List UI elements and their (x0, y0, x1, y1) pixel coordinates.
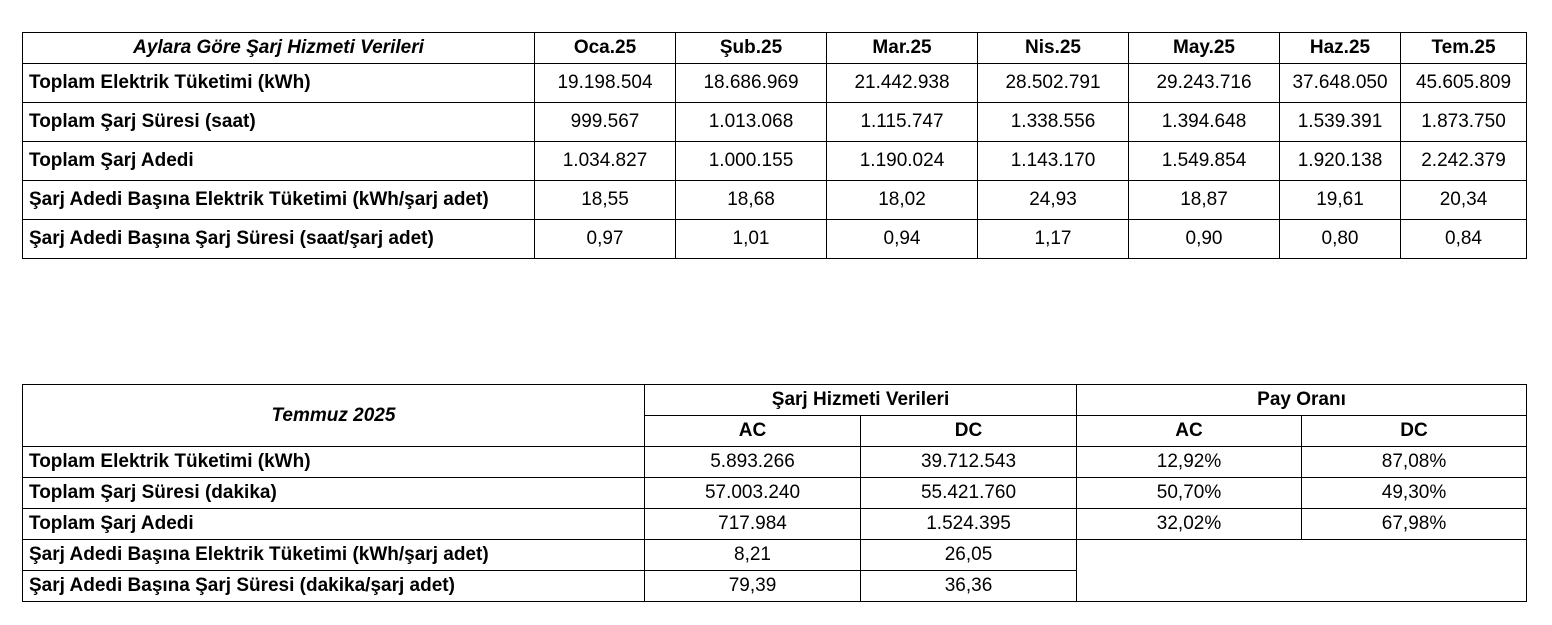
july-title: Temmuz 2025 (23, 385, 645, 447)
table-cell: 1.394.648 (1129, 103, 1280, 142)
table-cell: 717.984 (645, 509, 861, 540)
table-cell: 19.198.504 (535, 64, 676, 103)
table-cell: 1.000.155 (676, 142, 827, 181)
table-row (23, 142, 1527, 181)
table-cell: 8,21 (645, 540, 861, 571)
table-row (23, 64, 1527, 103)
sub-header-dc: DC (861, 416, 1077, 447)
table-row (23, 447, 1527, 478)
table-row (23, 540, 1527, 571)
table-cell: 1.524.395 (861, 509, 1077, 540)
july-charging-table (22, 384, 1527, 602)
sub-header-ac: AC (645, 416, 861, 447)
table-cell: 0,84 (1401, 220, 1527, 259)
table-cell: 2.242.379 (1401, 142, 1527, 181)
table-cell: 18,55 (535, 181, 676, 220)
table-cell: 0,80 (1280, 220, 1401, 259)
table-row (23, 478, 1527, 509)
table-cell: 21.442.938 (827, 64, 978, 103)
table-cell: 39.712.543 (861, 447, 1077, 478)
table-row (23, 220, 1527, 259)
table-cell: 1.013.068 (676, 103, 827, 142)
table-cell: 1.549.854 (1129, 142, 1280, 181)
monthly-header-row (23, 33, 1527, 64)
table-cell: 24,93 (978, 181, 1129, 220)
table-cell: 49,30% (1302, 478, 1527, 509)
month-header: Oca.25 (535, 33, 676, 64)
table-cell: 18,02 (827, 181, 978, 220)
table-cell: 28.502.791 (978, 64, 1129, 103)
table-cell: 1.873.750 (1401, 103, 1527, 142)
table-row (23, 181, 1527, 220)
table-cell: 12,92% (1077, 447, 1302, 478)
table-cell: 26,05 (861, 540, 1077, 571)
monthly-charging-table (22, 32, 1527, 259)
group-header-charging-data: Şarj Hizmeti Verileri (645, 385, 1077, 416)
table-cell: 999.567 (535, 103, 676, 142)
july-group-header-row (23, 385, 1527, 416)
sub-header-ac-share: AC (1077, 416, 1302, 447)
row-label: Şarj Adedi Başına Şarj Süresi (dakika/şarj adet) (23, 571, 645, 602)
table-cell: 19,61 (1280, 181, 1401, 220)
month-header: Haz.25 (1280, 33, 1401, 64)
row-label: Toplam Şarj Adedi (23, 142, 535, 181)
table-cell: 18,68 (676, 181, 827, 220)
table-cell: 18,87 (1129, 181, 1280, 220)
table-cell: 1.539.391 (1280, 103, 1401, 142)
row-label: Toplam Elektrik Tüketimi (kWh) (23, 64, 535, 103)
group-header-share-ratio: Pay Oranı (1077, 385, 1527, 416)
table-cell: 1.143.170 (978, 142, 1129, 181)
row-label: Toplam Elektrik Tüketimi (kWh) (23, 447, 645, 478)
sub-header-dc-share: DC (1302, 416, 1527, 447)
table-cell: 32,02% (1077, 509, 1302, 540)
row-label: Toplam Şarj Süresi (saat) (23, 103, 535, 142)
month-header: Tem.25 (1401, 33, 1527, 64)
table-cell: 79,39 (645, 571, 861, 602)
row-label: Şarj Adedi Başına Elektrik Tüketimi (kWh/şarj adet) (23, 181, 535, 220)
table-cell: 1,01 (676, 220, 827, 259)
table-cell: 18.686.969 (676, 64, 827, 103)
table-cell: 87,08% (1302, 447, 1527, 478)
table-cell: 55.421.760 (861, 478, 1077, 509)
row-label: Toplam Şarj Süresi (dakika) (23, 478, 645, 509)
row-label: Şarj Adedi Başına Şarj Süresi (saat/şarj adet) (23, 220, 535, 259)
table-cell: 36,36 (861, 571, 1077, 602)
month-header: May.25 (1129, 33, 1280, 64)
empty-cell (1077, 540, 1527, 602)
table-cell: 1.034.827 (535, 142, 676, 181)
table-cell: 1.338.556 (978, 103, 1129, 142)
table-cell: 0,94 (827, 220, 978, 259)
month-header: Şub.25 (676, 33, 827, 64)
table-cell: 50,70% (1077, 478, 1302, 509)
table-cell: 45.605.809 (1401, 64, 1527, 103)
table-cell: 0,90 (1129, 220, 1280, 259)
month-header: Nis.25 (978, 33, 1129, 64)
table-cell: 57.003.240 (645, 478, 861, 509)
table-cell: 5.893.266 (645, 447, 861, 478)
table-cell: 1.920.138 (1280, 142, 1401, 181)
table-cell: 1.190.024 (827, 142, 978, 181)
month-header: Mar.25 (827, 33, 978, 64)
table-cell: 1.115.747 (827, 103, 978, 142)
table-cell: 67,98% (1302, 509, 1527, 540)
table-cell: 37.648.050 (1280, 64, 1401, 103)
table-row (23, 509, 1527, 540)
row-label: Toplam Şarj Adedi (23, 509, 645, 540)
table-cell: 0,97 (535, 220, 676, 259)
table-row (23, 103, 1527, 142)
monthly-title: Aylara Göre Şarj Hizmeti Verileri (23, 33, 535, 64)
table-cell: 29.243.716 (1129, 64, 1280, 103)
row-label: Şarj Adedi Başına Elektrik Tüketimi (kWh/şarj adet) (23, 540, 645, 571)
table-cell: 1,17 (978, 220, 1129, 259)
table-cell: 20,34 (1401, 181, 1527, 220)
